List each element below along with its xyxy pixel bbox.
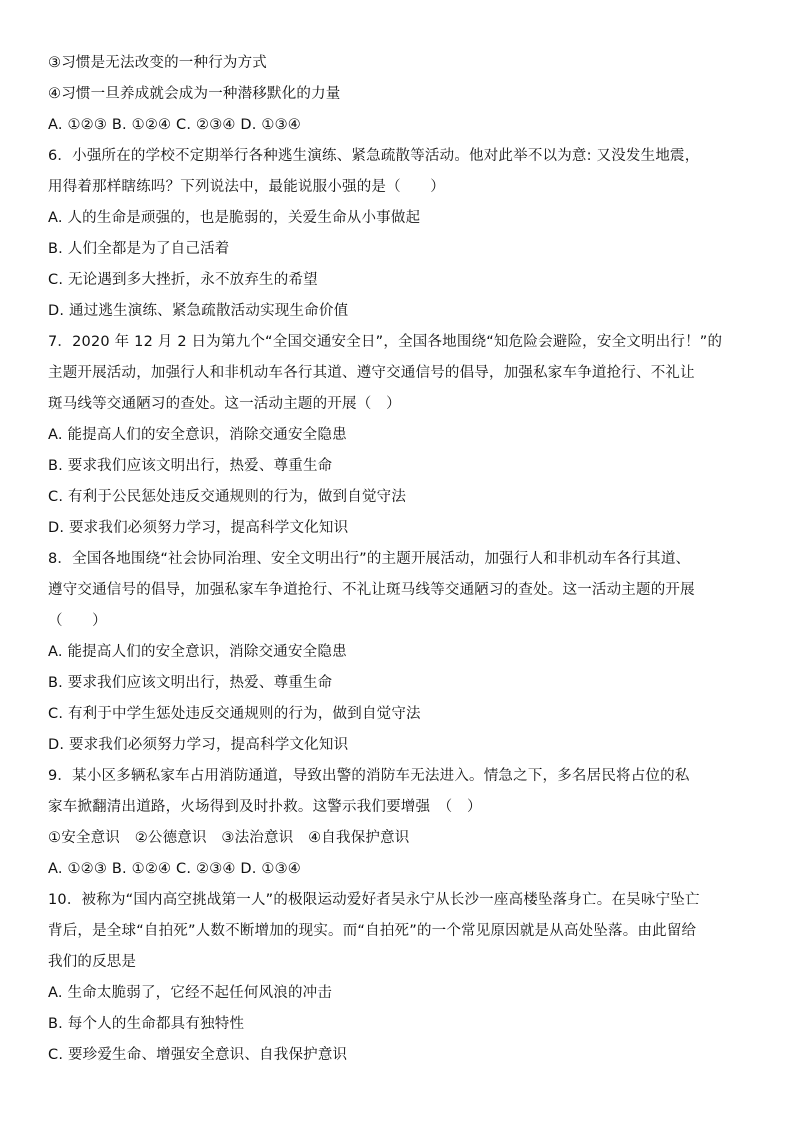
question-10-option-c: C. 要珍爱生命、增强安全意识、自我保护意识 [48, 1047, 348, 1063]
question-7-option-a: A. 能提高人们的安全意识，消除交通安全隐患 [48, 427, 347, 443]
question-7-option-d: D. 要求我们必须努力学习，提高科学文化知识 [48, 520, 349, 536]
question-8-stem: 遵守交通信号的倡导，加强私家车争道抢行、不礼让斑马线等交通陋习的查处。这一活动主题的开展 [48, 582, 695, 598]
question-7-stem: 斑马线等交通陋习的查处。这一活动主题的开展（ ） [48, 396, 401, 412]
answer-choices: A. ①②③ B. ①②④ C. ②③④ D. ①③④ [48, 861, 301, 877]
question-7-stem: 主题开展活动，加强行人和非机动车各行其道、遵守交通信号的倡导，加强私家车争道抢行、不礼让 [48, 365, 695, 381]
question-10-option-b: B. 每个人的生命都具有独特性 [48, 1016, 245, 1032]
question-8-option-a: A. 能提高人们的安全意识，消除交通安全隐患 [48, 644, 347, 660]
question-10-stem: 我们的反思是 [48, 954, 137, 970]
question-7-stem: 7．2020 年 12 月 2 日为第九个“全国交通安全日”，全国各地围绕“知危险会避险，安全文明出行！”的 [48, 334, 723, 350]
question-9-stem: 家车掀翻清出道路，火场得到及时扑救。这警示我们要增强 （ ） [48, 799, 482, 815]
question-8-option-b: B. 要求我们应该文明出行，热爱、尊重生命 [48, 675, 333, 691]
question-6-stem: 6．小强所在的学校不定期举行各种逃生演练、紧急疏散等活动。他对此举不以为意: 又没发生地震， [48, 148, 700, 164]
question-9-statements: ①安全意识 ②公德意识 ③法治意识 ④自我保护意识 [48, 830, 410, 846]
text-line: ④习惯一旦养成就会成为一种潜移默化的力量 [48, 86, 341, 102]
text-line: ③习惯是无法改变的一种行为方式 [48, 55, 267, 71]
question-8-option-d: D. 要求我们必须努力学习，提高科学文化知识 [48, 737, 349, 753]
question-6-option-d: D. 通过逃生演练、紧急疏散活动实现生命价值 [48, 303, 349, 319]
question-8-option-c: C. 有利于中学生惩处违反交通规则的行为，做到自觉守法 [48, 706, 421, 722]
question-10-stem: 背后，是全球“自拍死”人数不断增加的现实。而“自拍死”的一个常见原因就是从高处坠落。由此留给 [48, 923, 697, 939]
answer-choices: A. ①②③ B. ①②④ C. ②③④ D. ①③④ [48, 117, 301, 133]
question-10-stem: 10．被称为“国内高空挑战第一人”的极限运动爱好者吴永宁从长沙一座高楼坠落身亡。在吴咏宁坠亡 [48, 892, 700, 908]
question-10-option-a: A. 生命太脆弱了，它经不起任何风浪的冲击 [48, 985, 333, 1001]
question-6-option-c: C. 无论遇到多大挫折，永不放弃生的希望 [48, 272, 318, 288]
question-6-option-a: A. 人的生命是顽强的，也是脆弱的，关爱生命从小事做起 [48, 210, 421, 226]
question-9-stem: 9．某小区多辆私家车占用消防通道，导致出警的消防车无法进入。情急之下，多名居民将占位的私 [48, 768, 690, 784]
question-8-stem: （ ） [48, 613, 107, 629]
question-7-option-b: B. 要求我们应该文明出行，热爱、尊重生命 [48, 458, 333, 474]
question-6-stem: 用得着那样瞎练吗？下列说法中，最能说服小强的是（ ） [48, 179, 445, 195]
question-6-option-b: B. 人们全都是为了自己活着 [48, 241, 230, 257]
question-8-stem: 8．全国各地围绕“社会协同治理、安全文明出行”的主题开展活动，加强行人和非机动车各行其道、 [48, 551, 691, 567]
question-7-option-c: C. 有利于公民惩处违反交通规则的行为，做到自觉守法 [48, 489, 407, 505]
